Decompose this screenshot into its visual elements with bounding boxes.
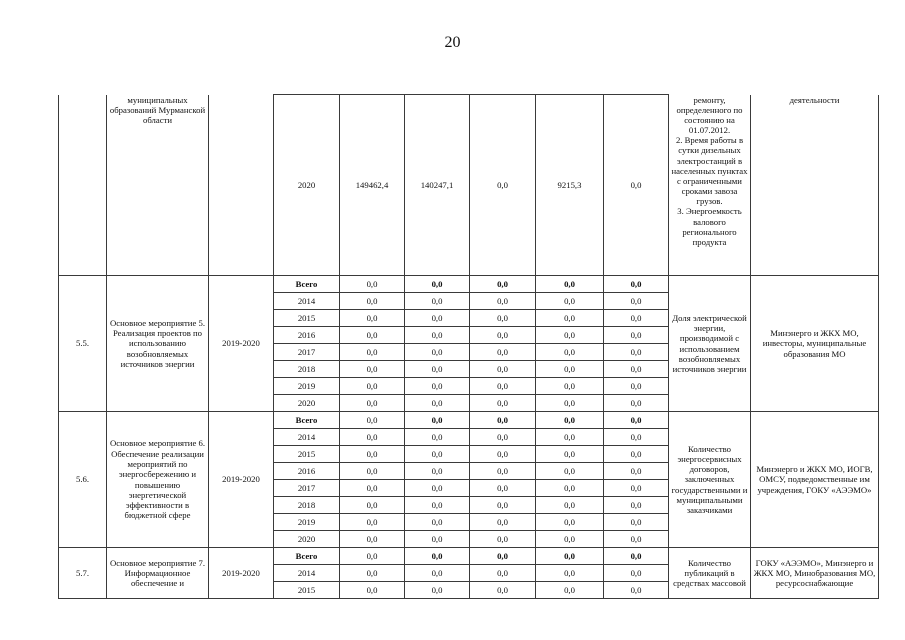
value-cell: 0,0 bbox=[340, 412, 405, 429]
row-number: 5.5. bbox=[59, 276, 107, 412]
value-cell: 0,0 bbox=[536, 378, 604, 395]
value-cell: 0,0 bbox=[405, 480, 470, 497]
value-cell: 0,0 bbox=[340, 548, 405, 565]
value-cell: 0,0 bbox=[470, 344, 536, 361]
year-cell: 2020 bbox=[274, 95, 340, 276]
year-cell: Всего bbox=[274, 276, 340, 293]
value-cell: 0,0 bbox=[405, 344, 470, 361]
year-cell: 2020 bbox=[274, 531, 340, 548]
value-cell: 0,0 bbox=[470, 480, 536, 497]
value-cell: 0,0 bbox=[604, 548, 669, 565]
value-cell: 0,0 bbox=[405, 327, 470, 344]
period-cell: 2019-2020 bbox=[209, 276, 274, 412]
period-cell: 2019-2020 bbox=[209, 412, 274, 548]
value-cell: 0,0 bbox=[470, 310, 536, 327]
executors-cell: Минэнерго и ЖКХ МО, инвесторы, муниципальные образования МО bbox=[751, 276, 879, 412]
value-cell: 0,0 bbox=[340, 565, 405, 582]
value-cell: 0,0 bbox=[604, 395, 669, 412]
value-cell: 0,0 bbox=[405, 463, 470, 480]
year-cell: 2014 bbox=[274, 429, 340, 446]
value-cell: 0,0 bbox=[470, 497, 536, 514]
value-cell: 0,0 bbox=[470, 276, 536, 293]
value-cell: 0,0 bbox=[604, 361, 669, 378]
indicators-cell: Количество публикаций в средствах массовой bbox=[669, 548, 751, 599]
value-cell: 0,0 bbox=[470, 463, 536, 480]
value-cell: 0,0 bbox=[405, 276, 470, 293]
year-cell: 2018 bbox=[274, 497, 340, 514]
year-cell: 2015 bbox=[274, 310, 340, 327]
value-cell: 0,0 bbox=[604, 276, 669, 293]
value-cell: 0,0 bbox=[536, 395, 604, 412]
value-cell: 0,0 bbox=[340, 344, 405, 361]
value-cell: 0,0 bbox=[604, 378, 669, 395]
value-cell: 0,0 bbox=[405, 548, 470, 565]
value-cell: 0,0 bbox=[604, 293, 669, 310]
value-regional: 140247,1 bbox=[405, 95, 470, 276]
activity-name: Основное мероприятие 7. Информационное обеспечение и bbox=[107, 548, 209, 599]
value-cell: 0,0 bbox=[604, 310, 669, 327]
value-cell: 0,0 bbox=[340, 361, 405, 378]
value-cell: 0,0 bbox=[536, 327, 604, 344]
year-cell: 2020 bbox=[274, 395, 340, 412]
year-cell: 2015 bbox=[274, 446, 340, 463]
value-cell: 0,0 bbox=[340, 429, 405, 446]
value-cell: 0,0 bbox=[470, 395, 536, 412]
value-cell: 0,0 bbox=[536, 582, 604, 599]
continuation-row bbox=[59, 95, 879, 276]
year-cell: 2017 bbox=[274, 480, 340, 497]
value-cell: 0,0 bbox=[405, 429, 470, 446]
executors-cell: Минэнерго и ЖКХ МО, ИОГВ, ОМСУ, подведомственные им учреждения, ГОКУ «АЭЭМО» bbox=[751, 412, 879, 548]
value-cell: 0,0 bbox=[340, 276, 405, 293]
value-cell: 0,0 bbox=[405, 395, 470, 412]
value-cell: 0,0 bbox=[470, 548, 536, 565]
value-cell: 0,0 bbox=[604, 327, 669, 344]
value-cell: 0,0 bbox=[604, 463, 669, 480]
value-cell: 0,0 bbox=[536, 276, 604, 293]
value-cell: 0,0 bbox=[405, 514, 470, 531]
value-cell: 0,0 bbox=[536, 429, 604, 446]
year-cell: 2016 bbox=[274, 463, 340, 480]
activity-name: Основное мероприятие 5. Реализация проектов по использованию возобновляемых источников энергии bbox=[107, 276, 209, 412]
value-other: 0,0 bbox=[604, 95, 669, 276]
value-cell: 0,0 bbox=[470, 531, 536, 548]
value-cell: 0,0 bbox=[536, 531, 604, 548]
table-row bbox=[59, 412, 879, 429]
value-cell: 0,0 bbox=[536, 565, 604, 582]
table-row bbox=[59, 548, 879, 565]
value-cell: 0,0 bbox=[340, 446, 405, 463]
value-cell: 0,0 bbox=[340, 480, 405, 497]
value-cell: 0,0 bbox=[405, 293, 470, 310]
value-cell: 0,0 bbox=[604, 412, 669, 429]
value-cell: 0,0 bbox=[405, 378, 470, 395]
year-cell: 2014 bbox=[274, 565, 340, 582]
value-cell: 0,0 bbox=[340, 582, 405, 599]
activity-name: муниципальных образований Мурманской области bbox=[107, 95, 209, 276]
indicators-text: ремонту, определенного по состоянию на 01.07.2012. 2. Время работы в сутки дизельных электростанций в населенных пунктах с ограниченными сроками завоза грузов. 3. Энергоемкость валового регионального продукта bbox=[671, 94, 748, 247]
value-cell: 0,0 bbox=[340, 395, 405, 412]
year-cell: 2017 bbox=[274, 344, 340, 361]
year-cell: 2016 bbox=[274, 327, 340, 344]
period-cell bbox=[209, 95, 274, 276]
value-cell: 0,0 bbox=[536, 446, 604, 463]
value-cell: 0,0 bbox=[536, 480, 604, 497]
executors-cell: деятельности bbox=[751, 95, 879, 276]
year-cell: 2019 bbox=[274, 514, 340, 531]
value-cell: 0,0 bbox=[604, 344, 669, 361]
value-cell: 0,0 bbox=[405, 310, 470, 327]
value-cell: 0,0 bbox=[405, 412, 470, 429]
value-cell: 0,0 bbox=[405, 565, 470, 582]
table-row bbox=[59, 276, 879, 293]
year-cell: 2018 bbox=[274, 361, 340, 378]
value-cell: 0,0 bbox=[405, 531, 470, 548]
value-cell: 0,0 bbox=[604, 497, 669, 514]
value-cell: 0,0 bbox=[604, 429, 669, 446]
period-cell: 2019-2020 bbox=[209, 548, 274, 599]
value-cell: 0,0 bbox=[604, 531, 669, 548]
value-cell: 0,0 bbox=[405, 582, 470, 599]
value-cell: 0,0 bbox=[536, 293, 604, 310]
value-cell: 0,0 bbox=[470, 446, 536, 463]
value-total: 149462,4 bbox=[340, 95, 405, 276]
row-number-cell bbox=[59, 95, 107, 276]
year-cell: Всего bbox=[274, 548, 340, 565]
value-cell: 0,0 bbox=[536, 361, 604, 378]
value-cell: 0,0 bbox=[470, 361, 536, 378]
year-cell: 2019 bbox=[274, 378, 340, 395]
value-cell: 0,0 bbox=[470, 378, 536, 395]
value-cell: 0,0 bbox=[340, 514, 405, 531]
value-cell: 0,0 bbox=[536, 548, 604, 565]
indicators-cell: Количество энергосервисных договоров, заключенных государственными и муниципальными заказчиками bbox=[669, 412, 751, 548]
indicators-cell: Доля электрической энергии, производимой с использованием возобновляемых источников энергии bbox=[669, 276, 751, 412]
value-cell: 0,0 bbox=[405, 446, 470, 463]
value-cell: 0,0 bbox=[470, 293, 536, 310]
value-cell: 0,0 bbox=[470, 327, 536, 344]
row-number: 5.7. bbox=[59, 548, 107, 599]
year-cell: 2015 bbox=[274, 582, 340, 599]
value-cell: 0,0 bbox=[405, 497, 470, 514]
year-cell: Всего bbox=[274, 412, 340, 429]
value-cell: 0,0 bbox=[470, 582, 536, 599]
value-cell: 0,0 bbox=[470, 565, 536, 582]
value-cell: 0,0 bbox=[340, 497, 405, 514]
value-cell: 0,0 bbox=[604, 446, 669, 463]
value-cell: 0,0 bbox=[340, 463, 405, 480]
program-activities-table bbox=[58, 94, 879, 599]
value-cell: 0,0 bbox=[536, 412, 604, 429]
value-cell: 0,0 bbox=[536, 463, 604, 480]
value-cell: 0,0 bbox=[340, 378, 405, 395]
page-number: 20 bbox=[444, 34, 461, 51]
value-local: 9215,3 bbox=[536, 95, 604, 276]
value-cell: 0,0 bbox=[604, 565, 669, 582]
value-cell: 0,0 bbox=[470, 429, 536, 446]
value-cell: 0,0 bbox=[340, 310, 405, 327]
value-cell: 0,0 bbox=[536, 310, 604, 327]
row-number: 5.6. bbox=[59, 412, 107, 548]
value-cell: 0,0 bbox=[604, 514, 669, 531]
value-cell: 0,0 bbox=[340, 327, 405, 344]
value-cell: 0,0 bbox=[536, 344, 604, 361]
executors-cell: ГОКУ «АЭЭМО», Минэнерго и ЖКХ МО, Минобразования МО, ресурсоснабжающие bbox=[751, 548, 879, 599]
value-cell: 0,0 bbox=[340, 531, 405, 548]
value-cell: 0,0 bbox=[536, 497, 604, 514]
value-cell: 0,0 bbox=[536, 514, 604, 531]
value-cell: 0,0 bbox=[470, 412, 536, 429]
value-cell: 0,0 bbox=[470, 514, 536, 531]
value-cell: 0,0 bbox=[405, 361, 470, 378]
value-cell: 0,0 bbox=[604, 480, 669, 497]
year-cell: 2014 bbox=[274, 293, 340, 310]
value-cell: 0,0 bbox=[340, 293, 405, 310]
value-federal: 0,0 bbox=[470, 95, 536, 276]
value-cell: 0,0 bbox=[604, 582, 669, 599]
indicators-cell bbox=[669, 95, 751, 276]
activity-name: Основное мероприятие 6. Обеспечение реализации мероприятий по энергосбережению и повышению энергетической эффективности в бюджетной сфере bbox=[107, 412, 209, 548]
